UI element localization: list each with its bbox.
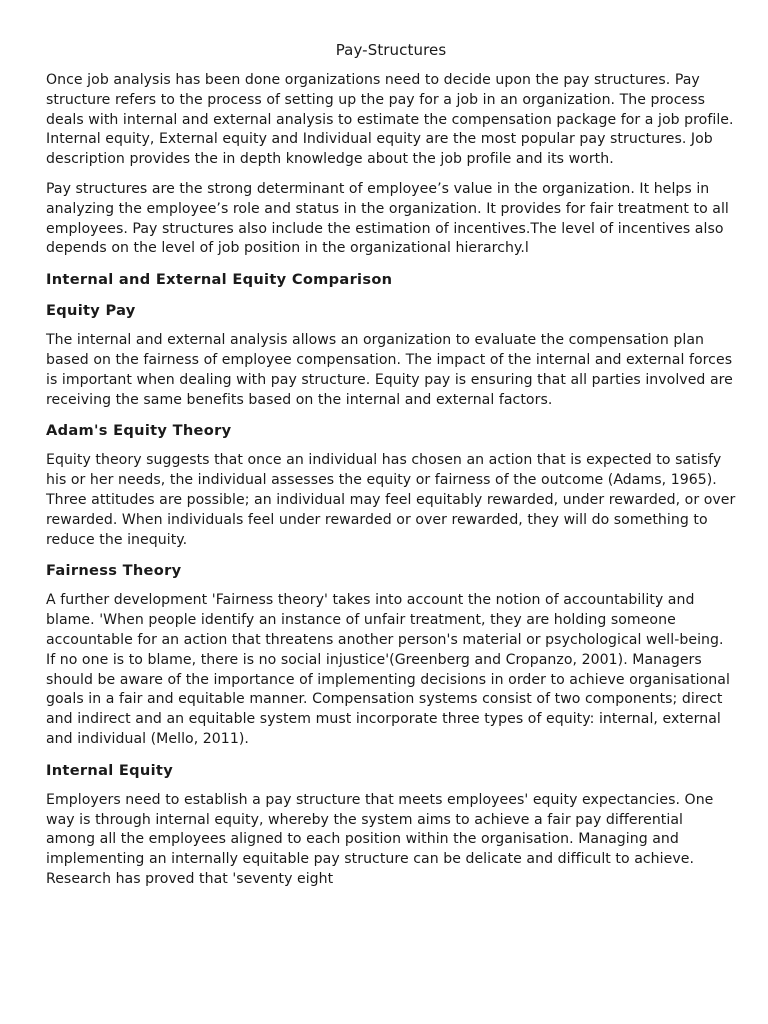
paragraph-internal-equity: Employers need to establish a pay structure that meets employees' equity expectancies. One way is through internal equity, whereby the system aims to achieve a fair pay differential among all the employees aligned to each position within the organisation. Managing and implementing an internally equitable pay structure can be delicate and difficult to achieve. Research has proved that 'seventy eight	[46, 791, 714, 887]
intro-paragraph: Once job analysis has been done organizations need to decide upon the pay structures. Pay structure refers to the process of setting up the pay for a job in an organization. The process deals with internal and external analysis to estimate the compensation package for a job profile. Internal equity, External equity and Individual equity are the most popular pay structures. Job description provides the in depth knowledge about the job profile and its worth.	[46, 72, 734, 168]
paragraph-fairness-theory: A further development 'Fairness theory' takes into account the notion of accountability and blame. 'When people identify an instance of unfair treatment, they are holding someone accountable for an action that threatens another person's material or psychological well-being. If no one is to blame, there is no social injustice'(Greenberg and Cropanzo, 2001). Managers should be aware of the importance of implementing decisions in order to achieve organisational goals in a fair and equitable manner. Compensation systems consist of two components; direct and indirect and an equitable system must incorporate three types of equity: internal, external and individual (Mello, 2011).	[46, 592, 730, 747]
document-page	[46, 40, 736, 900]
heading-equity-comparison: Internal and External Equity Comparison	[46, 271, 393, 289]
heading-internal-equity: Internal Equity	[46, 761, 174, 779]
heading-adams-equity-theory: Adam's Equity Theory	[46, 422, 232, 440]
intro-paragraph: Pay structures are the strong determinant of employee’s value in the organization. It helps in analyzing the employee’s role and status in the organization. It provides for fair treatment to all employees. Pay structures also include the estimation of incentives.The level of incentives also depends on the level of job position in the organizational hierarchy.l	[46, 180, 729, 257]
paragraph-equity-pay: The internal and external analysis allows an organization to evaluate the compensation plan based on the fairness of employee compensation. The impact of the internal and external forces is important when dealing with pay structure. Equity pay is ensuring that all parties involved are receiving the same benefits based on the internal and external factors.	[46, 332, 733, 408]
document-title: Pay-Structures	[335, 41, 447, 59]
heading-fairness-theory: Fairness Theory	[46, 562, 182, 580]
heading-equity-pay: Equity Pay	[46, 302, 136, 320]
paragraph-adams-equity-theory: Equity theory suggests that once an individual has chosen an action that is expected to satisfy his or her needs, the individual assesses the equity or fairness of the outcome (Adams, 1965). Three attitudes are possible; an individual may feel equitably rewarded, under rewarded, or over rewarded. When individuals feel under rewarded or over rewarded, they will do something to reduce the inequity.	[46, 452, 736, 548]
